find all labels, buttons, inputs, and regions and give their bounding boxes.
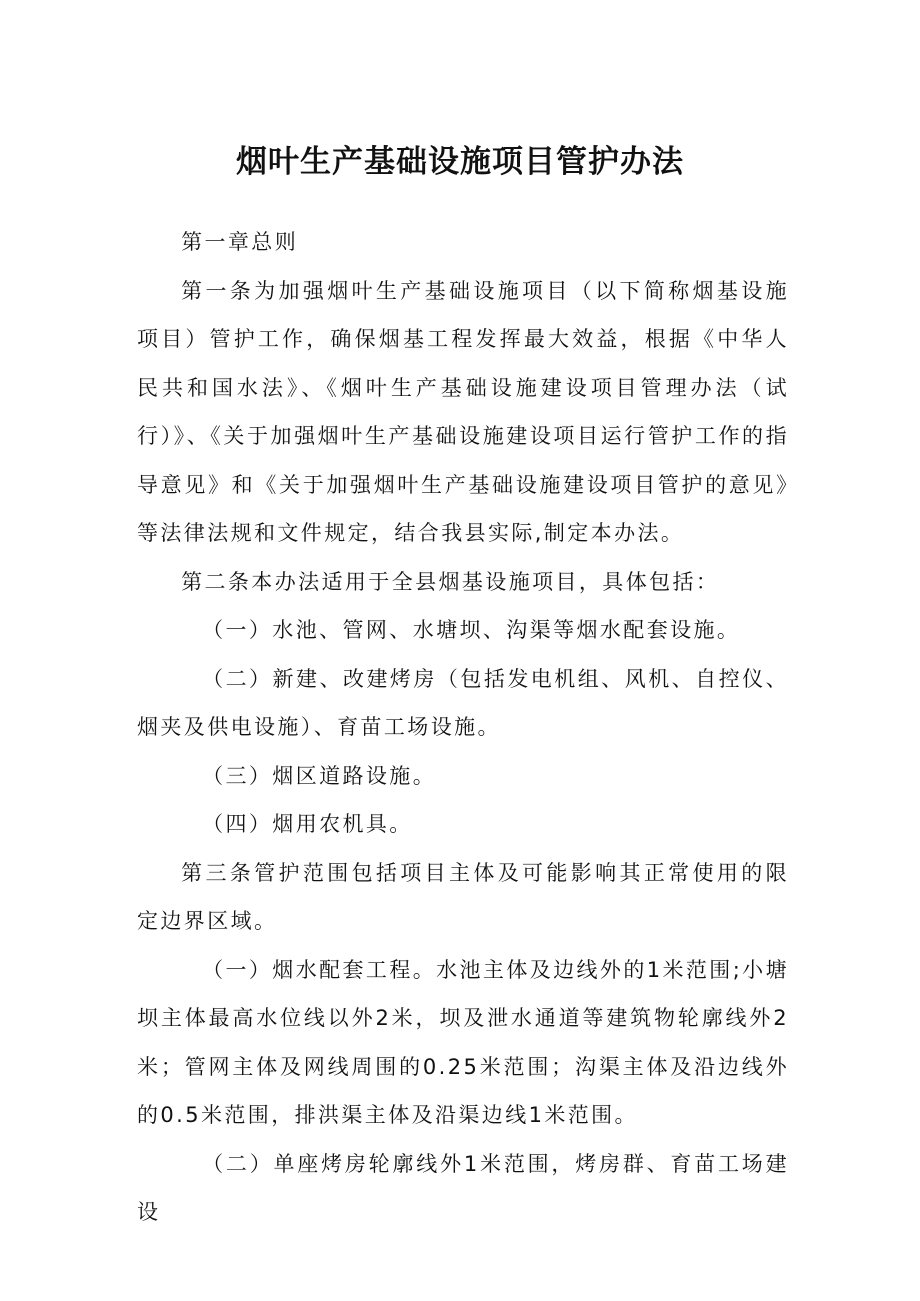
document-title: 烟叶生产基础设施项目管护办法 [236, 144, 684, 180]
document-body [137, 218, 789, 1237]
article-3-item-1: （一）烟水配套工程。水池主体及边线外的1米范围;小塘坝主体最高水位线以外2米，坝及泄水通道等建筑物轮廓线外2米；管网主体及网线周围的0.25米范围；沟渠主体及沿边线外的0.5米范围，排洪渠主体及沿渠边线1米范围。 [137, 957, 789, 1127]
article-2-item-1: （一）水池、管网、水塘坝、沟渠等烟水配套设施。 [202, 618, 741, 642]
article-3: 第三条管护范围包括项目主体及可能影响其正常使用的限定边界区域。 [137, 860, 789, 933]
article-2-item-4: （四）烟用农机具。 [202, 812, 413, 836]
article-3-item-2: （二）单座烤房轮廓线外1米范围，烤房群、育苗工场建设 [137, 1151, 789, 1224]
article-2: 第二条本办法适用于全县烟基设施项目，具体包括： [181, 569, 720, 594]
article-1: 第一条为加强烟叶生产基础设施项目（以下简称烟基设施项目）管护工作，确保烟基工程发挥最大效益，根据《中华人民共和国水法》、《烟叶生产基础设施建设项目管理办法（试行）》、《关于加强烟叶生产基础设施建设项目运行管护工作的指导意见》和《关于加强烟叶生产基础设施建设项目管护的意见》等法律法规和文件规定，结合我县实际,制定本办法。 [137, 278, 789, 545]
article-2-item-2: （二）新建、改建烤房（包括发电机组、风机、自控仪、烟夹及供电设施）、育苗工场设施。 [137, 666, 789, 739]
chapter-heading: 第一章总则 [181, 230, 299, 254]
article-2-item-3: （三）烟区道路设施。 [202, 763, 437, 788]
